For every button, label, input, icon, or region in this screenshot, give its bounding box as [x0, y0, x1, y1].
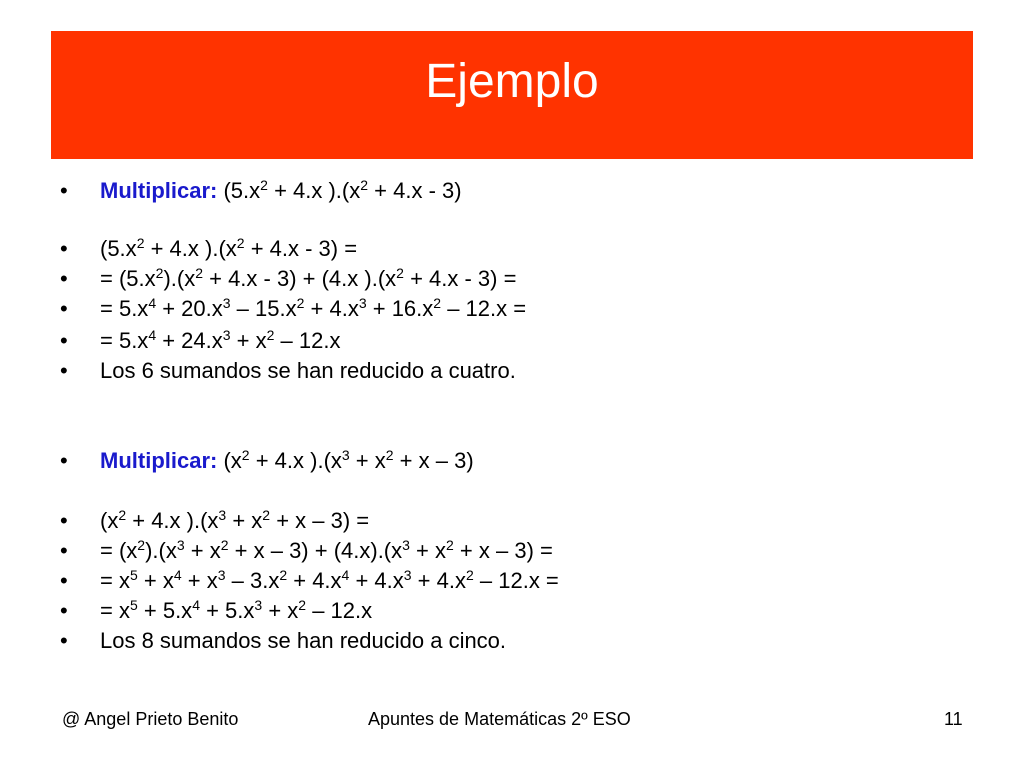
bullet-text	[100, 536, 553, 566]
exponent: 3	[222, 327, 231, 343]
bullet-text	[100, 294, 526, 324]
expression-part: + x	[137, 568, 174, 593]
bullet-text	[100, 566, 559, 596]
footer-course: Apuntes de Matemáticas 2º ESO	[368, 709, 631, 729]
exponent: 4	[148, 327, 157, 343]
expression-part: + 4.x ).(x	[126, 508, 219, 533]
exponent: 2	[155, 265, 164, 281]
expression-part: (x	[223, 448, 242, 473]
exponent: 2	[385, 447, 394, 463]
bullet-marker: •	[60, 328, 68, 353]
exponent: 2	[446, 537, 454, 553]
exponent: 2	[195, 265, 203, 281]
exponent: 3	[341, 447, 350, 463]
bullet-marker: •	[60, 266, 68, 291]
expression-part: + 4.x	[349, 568, 404, 593]
expression-part: = x	[100, 598, 130, 623]
exponent: 3	[217, 567, 226, 583]
expression-part: + x – 3)	[393, 448, 474, 473]
exponent: 2	[396, 265, 404, 281]
bullet-marker: •	[60, 178, 68, 203]
exponent: 2	[236, 235, 245, 251]
bullet-text	[100, 506, 369, 536]
exponent: 2	[298, 597, 307, 613]
exponent: 3	[254, 597, 263, 613]
expression-part: (x	[100, 508, 119, 533]
bullet-marker: •	[60, 296, 68, 321]
expression-part: + x	[181, 568, 218, 593]
exponent: 2	[296, 295, 305, 311]
expression-part: + 20.x	[156, 296, 223, 321]
expression-part: + 4.x	[411, 568, 466, 593]
exponent: 4	[341, 567, 350, 583]
slide-title: Ejemplo	[425, 55, 599, 108]
expression-part: (5.x	[100, 236, 137, 261]
exponent: 2	[260, 177, 268, 193]
expression-part: + 4.x - 3) + (4.x ).(x	[203, 266, 397, 291]
bullet-marker: •	[60, 538, 68, 563]
bullet-marker: •	[60, 508, 68, 533]
exponent: 4	[148, 295, 157, 311]
exponent: 2	[433, 295, 442, 311]
expression-part: (5.x	[223, 178, 261, 203]
bullet-text	[100, 176, 462, 206]
exponent: 2	[262, 507, 271, 523]
bullet-text	[100, 326, 340, 356]
expression-part: + 16.x	[366, 296, 434, 321]
expression-part: + x	[349, 448, 386, 473]
exponent: 2	[266, 327, 275, 343]
bullet-marker: •	[60, 598, 68, 623]
exponent: 2	[137, 537, 146, 553]
exponent: 2	[279, 567, 288, 583]
exponent: 4	[192, 597, 200, 613]
bullet-keyword: Multiplicar:	[100, 178, 218, 203]
title-bar	[51, 31, 973, 159]
expression-part: + x	[226, 508, 263, 533]
expression-part: + 5.x	[137, 598, 193, 623]
expression-part: – 12.x	[306, 598, 373, 623]
exponent: 5	[129, 597, 138, 613]
expression-part: = (5.x	[100, 266, 156, 291]
exponent: 2	[360, 177, 369, 193]
bullet-marker: •	[60, 448, 68, 473]
expression-part: – 12.x =	[441, 296, 527, 321]
bullet-text	[100, 626, 506, 656]
expression-part: ).(x	[145, 538, 177, 563]
expression-part: + x – 3) + (4.x).(x	[228, 538, 403, 563]
exponent: 2	[136, 235, 145, 251]
expression-part: + 4.x	[287, 568, 342, 593]
expression-part: + 4.x ).(x	[144, 236, 237, 261]
expression-part: – 12.x =	[473, 568, 559, 593]
expression-part: + 4.x	[304, 296, 359, 321]
bullet-marker: •	[60, 568, 68, 593]
expression-part: Los 8 sumandos se han reducido a cinco.	[100, 628, 507, 653]
expression-part: + 4.x ).(x	[267, 178, 361, 203]
expression-part: – 3.x	[225, 568, 280, 593]
exponent: 3	[218, 507, 227, 523]
bullet-text	[100, 446, 474, 476]
expression-part: Los 6 sumandos se han reducido a cuatro.	[100, 358, 516, 383]
exponent: 3	[176, 537, 185, 553]
exponent: 3	[222, 295, 231, 311]
expression-part: + x	[409, 538, 447, 563]
exponent: 5	[129, 567, 138, 583]
exponent: 2	[118, 507, 127, 523]
bullet-text	[100, 264, 516, 294]
exponent: 3	[403, 567, 412, 583]
expression-part: + 4.x - 3) =	[403, 266, 517, 291]
bullet-marker: •	[60, 358, 68, 383]
exponent: 2	[465, 567, 474, 583]
expression-part: + x – 3) =	[453, 538, 553, 563]
bullet-text	[100, 356, 516, 386]
expression-part: = 5.x	[100, 328, 149, 353]
expression-part: – 12.x	[274, 328, 341, 353]
expression-part: + 4.x - 3) =	[244, 236, 358, 261]
expression-part: + 4.x ).(x	[249, 448, 342, 473]
bullet-marker: •	[60, 628, 68, 653]
expression-part: = 5.x	[100, 296, 149, 321]
expression-part: + 24.x	[156, 328, 223, 353]
bullet-text	[100, 234, 357, 264]
expression-part: ).(x	[163, 266, 196, 291]
expression-part: + 4.x - 3)	[368, 178, 462, 203]
exponent: 2	[220, 537, 229, 553]
bullet-marker: •	[60, 236, 68, 261]
exponent: 2	[241, 447, 250, 463]
expression-part: + 5.x	[199, 598, 255, 623]
bullet-keyword: Multiplicar:	[100, 448, 218, 473]
expression-part: + x	[262, 598, 299, 623]
expression-part: + x	[230, 328, 267, 353]
expression-part: + x	[184, 538, 221, 563]
bullet-text	[100, 596, 372, 626]
expression-part: – 15.x	[230, 296, 297, 321]
expression-part: = x	[100, 568, 130, 593]
expression-part: = (x	[100, 538, 138, 563]
expression-part: + x – 3) =	[270, 508, 370, 533]
exponent: 4	[173, 567, 182, 583]
exponent: 3	[358, 295, 367, 311]
footer-page-number: 11	[944, 709, 963, 729]
footer-author: @ Angel Prieto Benito	[62, 709, 239, 729]
exponent: 3	[402, 537, 410, 553]
